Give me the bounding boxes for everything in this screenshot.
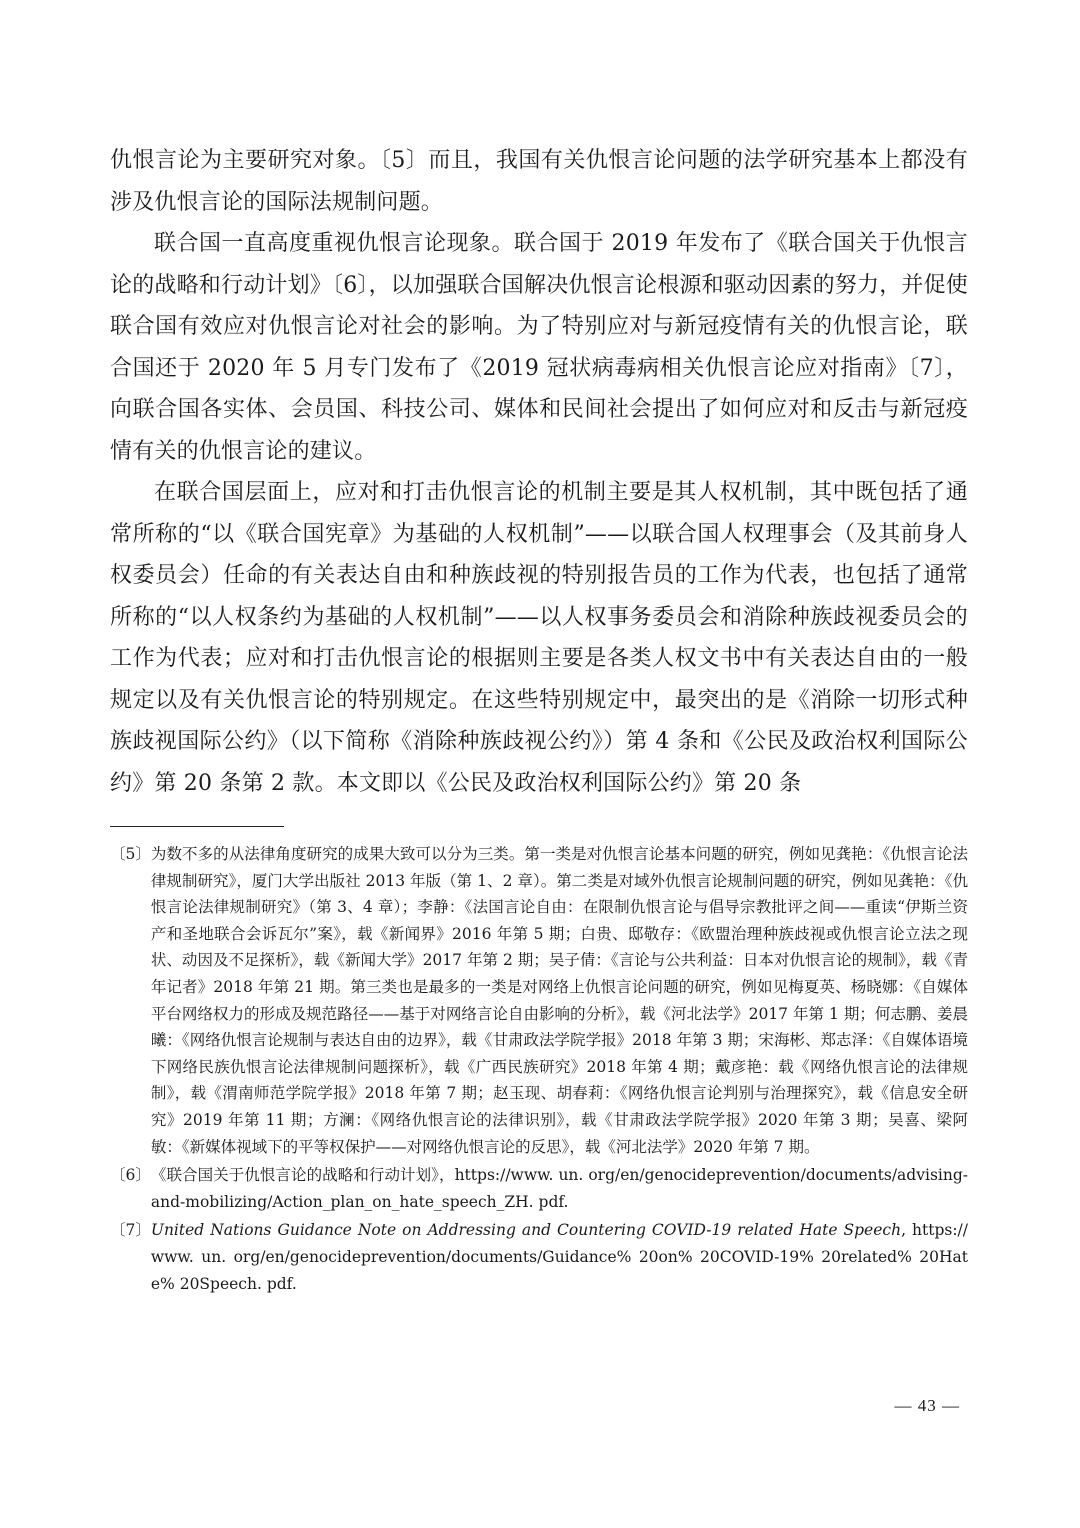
footnote-6 <box>110 1162 968 1215</box>
footnote-marker: 〔6〕 <box>110 1166 151 1185</box>
footnote-text: 《联合国关于仇恨言论的战略和行动计划》，https://www. un. org/en/genocideprevention/documents/advising-and-mobilizing/Action_plan_on_hate_speech_ZH. pdf. <box>150 1166 968 1211</box>
footnote-separator <box>110 826 284 827</box>
body-paragraph-2: 联合国一直高度重视仇恨言论现象。联合国于 2019 年发布了《联合国关于仇恨言论的战略和行动计划》〔6〕，以加强联合国解决仇恨言论根源和驱动因素的努力，并促使联合国有效应对仇恨言论对社会的影响。为了特别应对与新冠疫情有关的仇恨言论，联合国还于 2020 年 5 月专门发布了《2019 冠状病毒病相关仇恨言论应对指南》〔7〕，向联合国各实体、会员国、科技公司、媒体和民间社会提出了如何应对和反击与新冠疫情有关的仇恨言论的建议。 <box>110 231 968 464</box>
body-paragraph-3: 在联合国层面上，应对和打击仇恨言论的机制主要是其人权机制，其中既包括了通常所称的“以《联合国宪章》为基础的人权机制”——以联合国人权理事会（及其前身人权委员会）任命的有关表达自由和种族歧视的特别报告员的工作为代表，也包括了通常所称的“以人权条约为基础的人权机制”——以人权事务委员会和消除种族歧视委员会的工作为代表；应对和打击仇恨言论的根据则主要是各类人权文书中有关表达自由的一般规定以及有关仇恨言论的特别规定。在这些特别规定中，最突出的是《消除一切形式种族歧视国际公约》（以下简称《消除种族歧视公约》）第 4 条和《公民及政治权利国际公约》第 20 条第 2 款。本文即以《公民及政治权利国际公约》第 20 条 <box>110 480 968 796</box>
footnote-marker: 〔5〕 <box>110 845 151 863</box>
body-paragraph-1: 仇恨言论为主要研究对象。〔5〕而且，我国有关仇恨言论问题的法学研究基本上都没有涉及仇恨言论的国际法规制问题。 <box>110 148 968 215</box>
body-text <box>110 140 968 804</box>
page-content <box>110 140 968 1299</box>
page-number: — 43 — <box>894 1396 960 1415</box>
footnote-marker: 〔7〕 <box>110 1221 151 1240</box>
footnote-text: 为数不多的从法律角度研究的成果大致可以分为三类。第一类是对仇恨言论基本问题的研究，例如见龚艳：《仇恨言论法律规制研究》，厦门大学出版社 2013 年版（第 1、2 章）。第二类是对域外仇恨言论规制问题的研究，例如见龚艳：《仇恨言论法律规制研究》（第 3、4 章）；李静：《法国言论自由：在限制仇恨言论与倡导宗教批评之间——重读“伊斯兰资产和圣地联合会诉瓦尔”案》，载《新闻界》2016 年第 5 期；白贵、邸敬存：《欧盟治理种族歧视或仇恨言论立法之现状、动因及不足探析》，载《新闻大学》2017 年第 2 期；吴子倩：《言论与公共利益：日本对仇恨言论的规制》，载《青年记者》2018 年第 21 期。第三类也是最多的一类是对网络上仇恨言论问题的研究，例如见梅夏英、杨晓娜：《自媒体平台网络权力的形成及规范路径——基于对网络言论自由影响的分析》，载《河北法学》2017 年第 1 期；何志鹏、姜晨曦：《网络仇恨言论规制与表达自由的边界》，载《甘肃政法学院学报》2018 年第 3 期；宋海彬、郑志泽：《自媒体语境下网络民族仇恨言论法律规制问题探析》，载《广西民族研究》2018 年第 4 期；戴彦艳：载《网络仇恨言论的法律规制》，载《渭南师范学院学报》2018 年第 7 期；赵玉现、胡春莉：《网络仇恨言论判别与治理探究》，载《信息安全研究》2019 年第 11 期；方澜：《网络仇恨言论的法律识别》，载《甘肃政法学院学报》2020 年第 3 期；吴喜、梁阿敏：《新媒体视域下的平等权保护——对网络仇恨言论的反思》，载《河北法学》2020 年第 7 期。 <box>150 845 968 1156</box>
footnotes <box>110 841 968 1297</box>
footnote-url: , https://www. un. org/en/genocideprevention/documents/Guidance% 20on% 20COVID-19% 20related% 20Hate% 20Speech. pdf. <box>150 1221 968 1293</box>
footnote-text <box>151 1217 968 1297</box>
footnote-italic-title: United Nations Guidance Note on Addressing and Countering COVID-19 related Hate Speech <box>150 1221 902 1240</box>
footnote-5 <box>110 841 968 1160</box>
footnote-7 <box>110 1217 968 1297</box>
